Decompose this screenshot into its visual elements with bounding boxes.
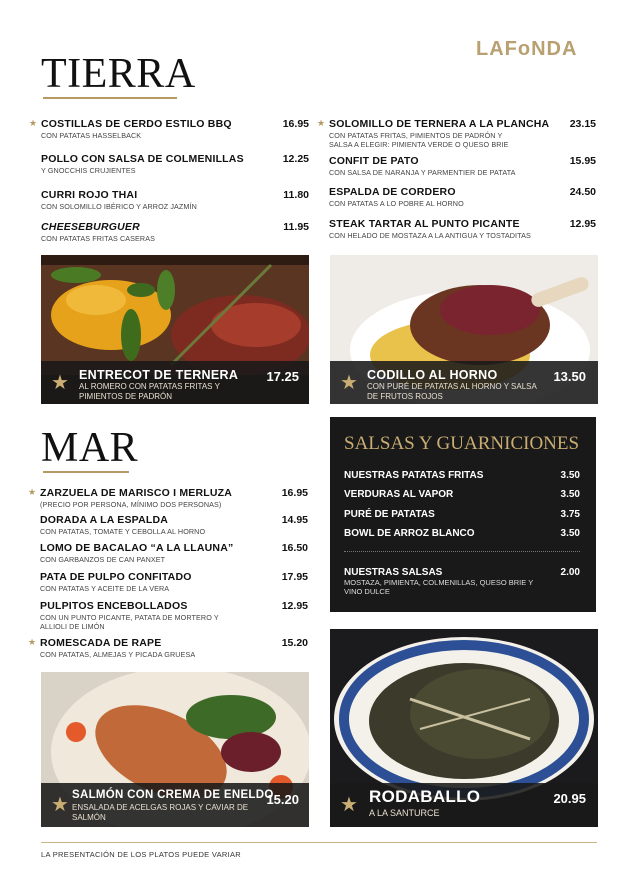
item-description: Y GNOCCHIS CRUJIENTES	[41, 166, 136, 175]
dish-price: 15.20	[266, 792, 299, 807]
item-description: CON PATATAS Y ACEITE DE LA VERA	[40, 584, 170, 593]
item-price: 14.95	[281, 514, 308, 526]
menu-item	[329, 155, 596, 177]
sauces-name: NUESTRAS SALSAS	[344, 567, 443, 578]
menu-item	[28, 637, 308, 659]
brand-logo: LAFoNDA	[476, 38, 578, 60]
side-price: 3.50	[560, 489, 580, 500]
item-name: SOLOMILLO DE TERNERA A LA PLANCHA	[329, 118, 550, 130]
dish-caption	[330, 783, 598, 827]
menu-item	[41, 221, 309, 243]
dish-caption	[41, 361, 309, 404]
dish-description: AL ROMERO CON PATATAS FRITAS Y PIMIENTOS DE PADRÓN	[79, 382, 220, 401]
item-name: STEAK TARTAR AL PUNTO PICANTE	[329, 218, 520, 230]
item-price: 12.95	[569, 218, 596, 230]
side-price: 3.50	[560, 528, 580, 539]
divider	[344, 551, 580, 552]
item-description: CON PATATAS FRITAS CASERAS	[41, 234, 156, 243]
item-description: CON PATATAS, TOMATE Y CEBOLLA AL HORNO	[40, 527, 206, 536]
star-icon: ★	[340, 794, 358, 816]
footer-note: LA PRESENTACIÓN DE LOS PLATOS PUEDE VARIAR	[41, 850, 242, 859]
item-price: 11.95	[283, 221, 309, 233]
dish-description: ENSALADA DE ACELGAS ROJAS Y CAVIAR DE SALMÓN	[72, 803, 249, 822]
item-name: COSTILLAS DE CERDO ESTILO BBQ	[41, 118, 232, 130]
item-name: PULPITOS ENCEBOLLADOS	[40, 600, 188, 612]
dish-price: 13.50	[553, 369, 586, 384]
dish-description: CON PURÉ DE PATATAS AL HORNO Y SALSA DE FRUTOS ROJOS	[367, 382, 537, 401]
dish-photo-entrecot	[41, 255, 309, 404]
sauces-price: 2.00	[560, 567, 580, 578]
menu-item	[329, 218, 596, 240]
mar-underline	[43, 471, 129, 473]
star-icon: ★	[51, 794, 69, 816]
item-description: CON UN PUNTO PICANTE, PATATA DE MORTERO Y ALLIOLI DE LIMÓN	[40, 613, 219, 631]
star-icon: ★	[28, 487, 37, 497]
star-icon: ★	[340, 372, 358, 394]
footer-rule	[41, 842, 597, 843]
item-price: 12.25	[282, 153, 309, 165]
side-price: 3.50	[560, 470, 580, 481]
section-title-tierra: TIERRA	[41, 51, 196, 97]
side-row	[344, 509, 580, 520]
menu-item	[28, 487, 308, 509]
side-row	[344, 489, 580, 500]
star-icon: ★	[317, 118, 326, 128]
dish-title: CODILLO AL HORNO	[367, 368, 498, 382]
item-name: CURRI ROJO THAI	[41, 189, 138, 201]
item-name: ZARZUELA DE MARISCO I MERLUZA	[40, 487, 233, 499]
dish-caption	[330, 361, 598, 404]
dish-caption	[41, 783, 309, 827]
sauces-title: SALSAS Y GUARNICIONES	[344, 433, 580, 454]
sauces-description: MOSTAZA, PIMIENTA, COLMENILLAS, QUESO BRIE Y VINO DULCE	[344, 578, 534, 596]
menu-item	[29, 118, 309, 140]
item-name: LOMO DE BACALAO “A LA LLAUNA”	[40, 542, 234, 554]
item-description: CON GARBANZOS DE CAN PANXET	[40, 555, 166, 564]
item-description: CON PATATAS, ALMEJAS Y PICADA GRUESA	[40, 650, 196, 659]
item-price: 24.50	[569, 186, 596, 198]
tierra-underline	[43, 97, 177, 99]
menu-item	[41, 153, 309, 175]
item-name: PATA DE PULPO CONFITADO	[40, 571, 192, 583]
item-price: 23.15	[569, 118, 596, 130]
item-description: CON SALSA DE NARANJA Y PARMENTIER DE PATATA	[329, 168, 516, 177]
item-price: 17.95	[281, 571, 308, 583]
item-price: 16.95	[282, 118, 309, 130]
dish-photo-codillo	[330, 255, 598, 404]
item-description: (PRECIO POR PERSONA, MÍNIMO DOS PERSONAS)	[40, 500, 222, 509]
star-icon: ★	[29, 118, 38, 128]
menu-item	[41, 189, 309, 211]
dish-description: A LA SANTURCE	[369, 808, 440, 818]
sauces-row	[344, 567, 580, 578]
item-name: ESPALDA DE CORDERO	[329, 186, 456, 198]
item-price: 15.20	[281, 637, 308, 649]
dish-photo-rodaballo	[330, 629, 598, 827]
menu-item	[329, 186, 596, 208]
item-description: CON PATATAS A LO POBRE AL HORNO	[329, 199, 464, 208]
menu-item	[317, 118, 596, 149]
menu-item	[40, 542, 308, 564]
dish-price: 20.95	[553, 791, 586, 806]
side-name: PURÉ DE PATATAS	[344, 509, 435, 520]
side-row	[344, 528, 580, 539]
item-price: 16.50	[281, 542, 308, 554]
dish-title: RODABALLO	[369, 787, 481, 806]
side-name: NUESTRAS PATATAS FRITAS	[344, 470, 484, 481]
star-icon: ★	[28, 637, 37, 647]
item-price: 16.95	[281, 487, 308, 499]
dish-price: 17.25	[266, 369, 299, 384]
item-price: 11.80	[283, 189, 309, 201]
item-name: ROMESCADA DE RAPE	[40, 637, 162, 649]
dish-title: ENTRECOT DE TERNERA	[79, 368, 239, 382]
dish-title: SALMÓN CON CREMA DE ENELDO	[72, 789, 274, 801]
item-name: DORADA A LA ESPALDA	[40, 514, 169, 526]
side-row	[344, 470, 580, 481]
item-description: CON PATATAS HASSELBACK	[41, 131, 142, 140]
side-name: VERDURAS AL VAPOR	[344, 489, 454, 500]
menu-item	[40, 571, 308, 593]
item-name: CHEESEBURGUER	[41, 221, 140, 233]
side-name: BOWL DE ARROZ BLANCO	[344, 528, 475, 539]
item-name: POLLO CON SALSA DE COLMENILLAS	[41, 153, 244, 165]
dish-photo-salmon	[41, 672, 309, 827]
sauces-panel	[330, 417, 596, 612]
item-description: CON HELADO DE MOSTAZA A LA ANTIGUA Y TOSTADITAS	[329, 231, 531, 240]
menu-item	[40, 514, 308, 536]
item-name: CONFIT DE PATO	[329, 155, 419, 167]
item-price: 15.95	[569, 155, 596, 167]
item-description: CON PATATAS FRITAS, PIMIENTOS DE PADRÓN Y SALSA A ELEGIR: PIMIENTA VERDE O QUESO BRIE	[329, 131, 509, 149]
item-price: 12.95	[281, 600, 308, 612]
section-title-mar: MAR	[41, 425, 139, 471]
item-description: CON SOLOMILLO IBÉRICO Y ARROZ JAZMÍN	[41, 202, 197, 211]
menu-item	[40, 600, 308, 631]
star-icon: ★	[51, 372, 69, 394]
side-price: 3.75	[560, 509, 580, 520]
